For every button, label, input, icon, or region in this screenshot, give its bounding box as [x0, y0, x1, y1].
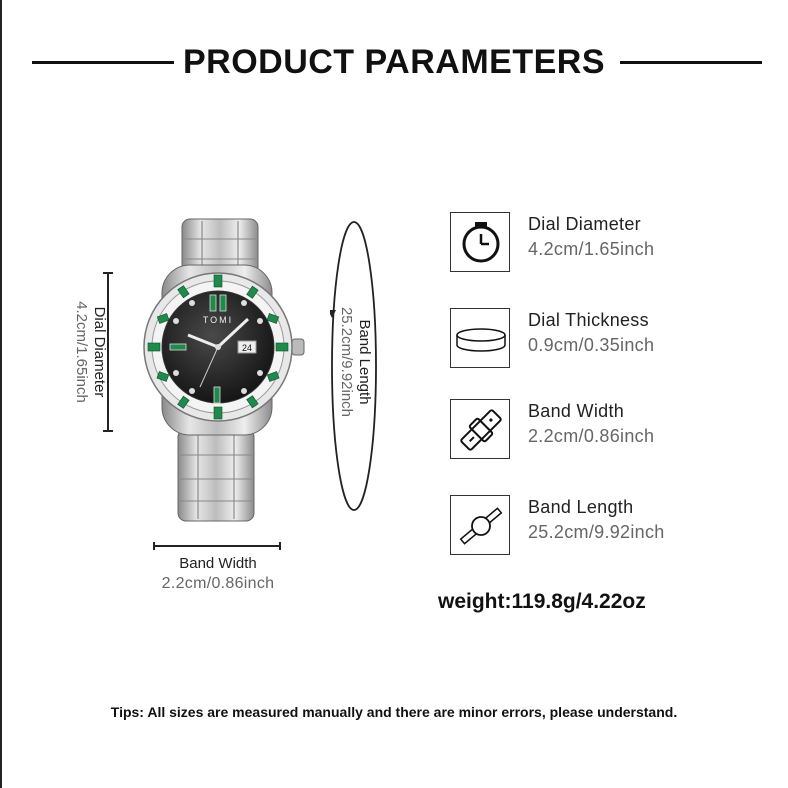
- param-band-length: [450, 495, 770, 557]
- watch-image: [140, 215, 310, 525]
- tips-text: Tips: All sizes are measured manually and there are minor errors, please understand.: [110, 704, 678, 720]
- dial-diameter-vertical-value: 4.2cm/1.65inch: [73, 301, 90, 403]
- dial-thickness-icon: [450, 308, 510, 368]
- header: [0, 40, 788, 84]
- param-dial-thickness: [450, 308, 770, 370]
- band-width-caption: [130, 554, 306, 594]
- param-name: Band Length: [528, 497, 634, 517]
- param-value: 2.2cm/0.86inch: [528, 426, 655, 446]
- svg-text:TOMI: TOMI: [202, 315, 234, 325]
- param-name: Band Width: [528, 401, 625, 421]
- svg-text:24: 24: [241, 343, 253, 353]
- band-length-icon: [450, 495, 510, 555]
- left-edge-line: [0, 0, 2, 788]
- band-length-vertical-label: [337, 272, 373, 452]
- param-value: 25.2cm/9.92inch: [528, 522, 665, 542]
- page-title: PRODUCT PARAMETERS: [182, 43, 606, 81]
- dial-diameter-vertical-title: Dial Diameter: [91, 306, 108, 398]
- band-width-caption-title: Band Width: [179, 555, 257, 572]
- param-value: 4.2cm/1.65inch: [528, 239, 655, 259]
- band-length-vertical-value: 25.2cm/9.92inch: [338, 306, 355, 418]
- band-length-vertical-title: Band Length: [356, 319, 373, 405]
- param-band-width: [450, 399, 770, 461]
- param-dial-diameter: [450, 212, 770, 274]
- param-name: Dial Diameter: [528, 214, 641, 234]
- dial-diameter-vertical-label: [72, 272, 108, 432]
- band-width-ruler: [153, 542, 281, 550]
- param-value: 0.9cm/0.35inch: [528, 335, 655, 355]
- band-width-caption-value: 2.2cm/0.86inch: [161, 575, 275, 592]
- band-width-icon: [450, 399, 510, 459]
- ruler-cap-right: [279, 542, 281, 550]
- dial-diameter-icon: [450, 212, 510, 272]
- param-name: Dial Thickness: [528, 310, 649, 330]
- header-rule-right: [620, 61, 762, 64]
- weight-text: weight:119.8g/4.22oz: [438, 590, 646, 613]
- band-bottom: [178, 429, 254, 521]
- header-rule-left: [32, 61, 174, 64]
- ruler-bar-horizontal: [153, 545, 281, 547]
